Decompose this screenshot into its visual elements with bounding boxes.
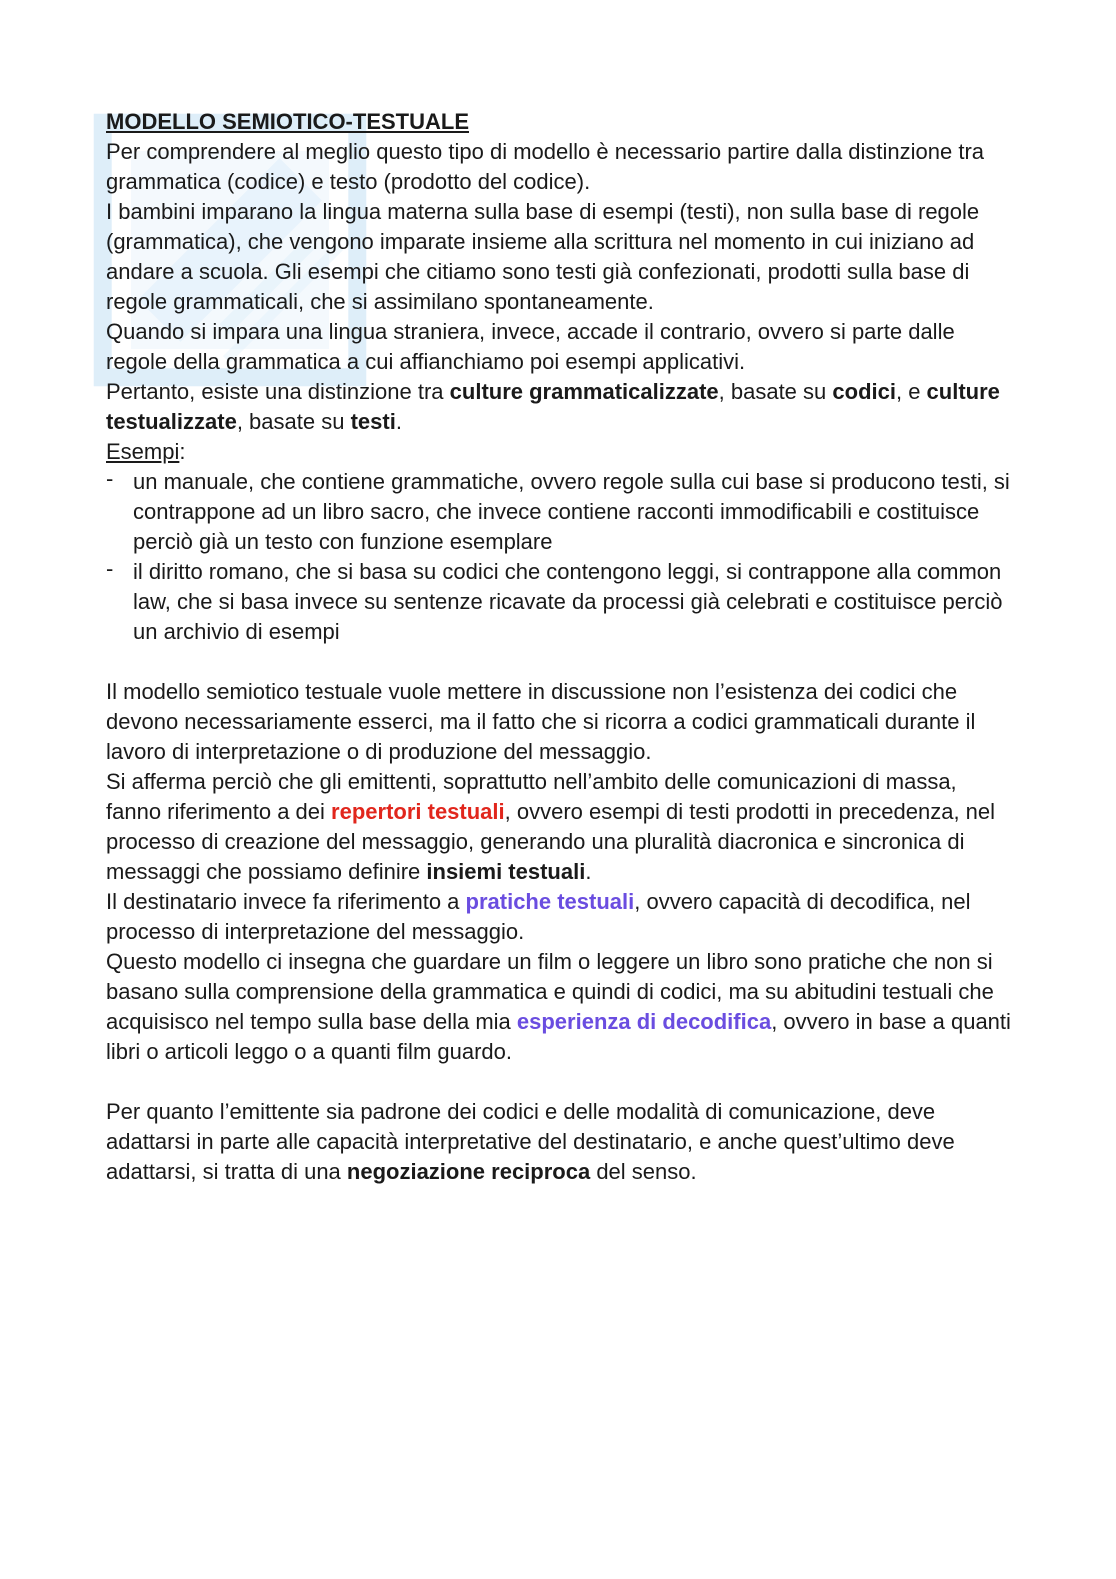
term-insiemi-testuali: insiemi testuali [426,859,586,884]
text-run: , ovvero esempi di testi prodotti in precedenza, nel processo di creazione del messaggio, generando una pluralità diacronica e sincronica di messaggi che possiamo definire [106,799,996,884]
text-run: Pertanto, esiste una distinzione tra [106,379,450,404]
paragraph-cultures [106,377,1016,437]
text-run: del senso. [590,1159,697,1184]
term-negoziazione-reciproca: negoziazione reciproca [346,1159,591,1184]
paragraph-negotiation [106,1097,1016,1187]
list-item-text: un manuale, che contiene grammatiche, ovvero regole sulla cui base si producono testi, si contrappone ad un libro sacro, che invece contiene racconti immodificabili e costituisce perciò già un testo con funzione esemplare [133,469,1010,554]
paragraph-emitters [106,767,1016,887]
examples-label: Esempi [106,439,180,464]
term-codici: codici [832,379,896,404]
list-item-text: il diritto romano, che si basa su codici che contengono leggi, si contrappone alla common law, che si basa invece su sentenze ricavate da processi già celebrati e costituisce perciò un archivio di esempi [133,559,1003,644]
term-culture-grammaticalizzate: culture grammaticalizzate [449,379,719,404]
text-run: Per quanto l’emittente sia padrone dei codici e delle modalità di comunicazione, deve adattarsi in parte alle capacità interpretative del destinatario, e anche quest’ultimo deve adattarsi, si tratta di una [106,1099,955,1184]
document-body [106,107,1016,1187]
term-pratiche-testuali: pratiche testuali [465,889,635,914]
paragraph-foreign-language: Quando si impara una lingua straniera, invece, accade il contrario, ovvero si parte dalle regole della grammatica a cui affianchiamo poi esempi applicativi. [106,319,955,374]
paragraph-model-discussion: Il modello semiotico testuale vuole mettere in discussione non l’esistenza dei codici che devono necessariamente esserci, ma il fatto che si ricorra a codici grammaticali durante il lavoro di interpretazione o di produzione del messaggio. [106,679,976,764]
text-run: , e [895,379,927,404]
list-item [106,467,1016,557]
examples-list [106,467,1016,647]
term-testi: testi [350,409,396,434]
term-repertori-testuali: repertori testuali [331,799,505,824]
text-run: , basate su [236,409,351,434]
text-run: Si afferma perciò che gli emittenti, soprattutto nell’ambito delle comunicazioni di massa, fanno riferimento a dei [106,769,957,824]
text-run: . [395,409,402,434]
dash-bullet: - [106,466,114,491]
text-run: , ovvero capacità di decodifica, nel processo di interpretazione del messaggio. [106,889,971,944]
paragraph-recipient [106,887,1016,947]
text-run: Il destinatario invece fa riferimento a [106,889,466,914]
text-run: , ovvero in base a quanti libri o articoli leggo o a quanti film guardo. [106,1009,1011,1064]
paragraph-children: I bambini imparano la lingua materna sulla base di esempi (testi), non sulla base di regole (grammatica), che vengono imparate insieme alla scrittura nel momento in cui iniziano ad andare a scuola. Gli esempi che citiamo sono testi già confezionati, prodotti sulla base di regole grammaticali, che si assimilano spontaneamente. [106,199,980,314]
text-run: Questo modello ci insegna che guardare un film o leggere un libro sono pratiche che non si basano sulla comprensione della grammatica e quindi di codici, ma su abitudini testuali che acquisisco nel tempo sulla base della mia [106,949,994,1034]
dash-bullet: - [106,556,114,581]
document-title: MODELLO SEMIOTICO-TESTUALE [106,109,469,134]
term-esperienza-di-decodifica: esperienza di decodifica [516,1009,772,1034]
list-item [106,557,1016,647]
examples-heading [106,437,1016,467]
examples-colon: : [179,439,186,464]
paragraph-model-teaches [106,947,1016,1067]
paragraph-spacer [106,1067,1016,1097]
text-run: . [585,859,592,884]
paragraph-intro: Per comprendere al meglio questo tipo di modello è necessario partire dalla distinzione tra grammatica (codice) e testo (prodotto del codice). [106,139,985,194]
paragraph-spacer [106,647,1016,677]
text-run: , basate su [718,379,833,404]
term-culture-testualizzate: culture testualizzate [106,379,1000,434]
